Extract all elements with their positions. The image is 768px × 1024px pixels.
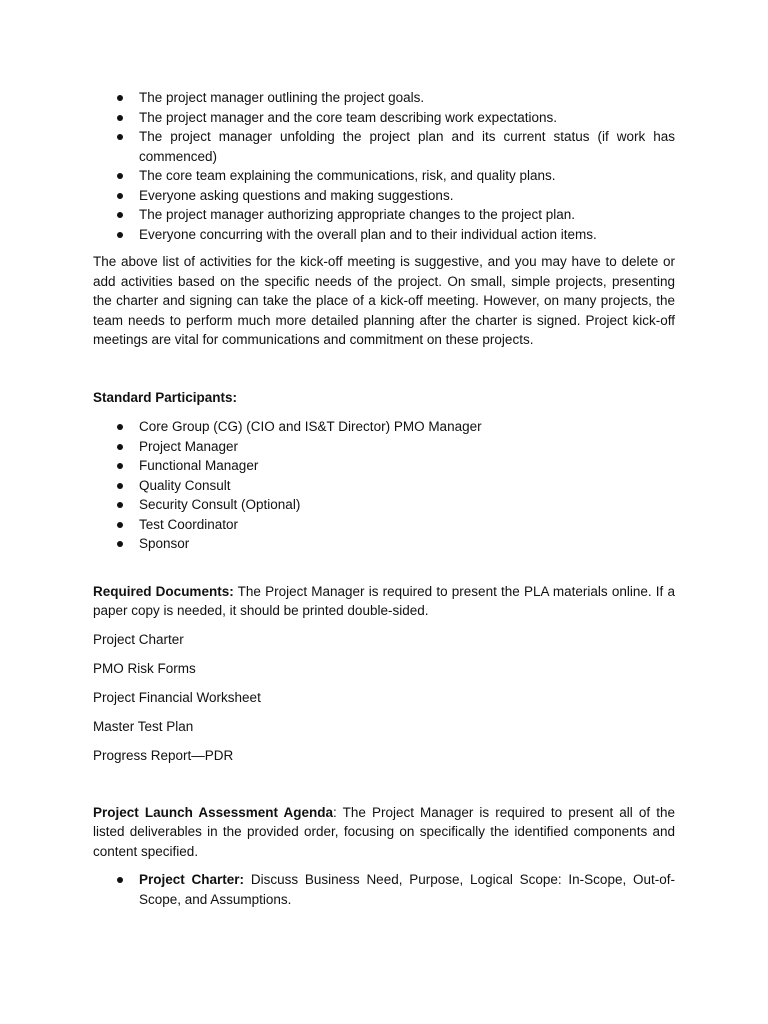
list-item: Quality Consult — [93, 476, 675, 496]
document-item: Project Financial Worksheet — [93, 689, 261, 705]
list-item — [93, 870, 675, 909]
required-documents-label: Required Documents: — [93, 583, 234, 599]
required-documents-text: The Project Manager is required to present the PLA materials online. If a paper copy is needed, it should be printed double-sided. — [93, 583, 675, 618]
participants-heading: Standard Participants: — [93, 389, 238, 405]
document-item: Master Test Plan — [93, 718, 194, 734]
list-item: Project Manager — [93, 437, 675, 457]
list-item: The core team explaining the communications, risk, and quality plans. — [93, 166, 675, 186]
list-item: Security Consult (Optional) — [93, 495, 675, 515]
agenda-text: : The Project Manager is required to present all of the listed deliverables in the provided order, focusing on specifically the identified components and content specified. — [93, 804, 675, 859]
list-item: Functional Manager — [93, 456, 675, 476]
documents-list — [93, 630, 675, 775]
document-item: PMO Risk Forms — [93, 660, 196, 676]
agenda-item-text: Discuss Business Need, Purpose, Logical Scope: In-Scope, Out-of-Scope, and Assumptions. — [139, 872, 675, 907]
agenda-list — [93, 870, 675, 909]
list-item: Everyone concurring with the overall plan and to their individual action items. — [93, 225, 675, 245]
list-item: The project manager authorizing appropriate changes to the project plan. — [93, 205, 675, 225]
list-item: The project manager and the core team describing work expectations. — [93, 108, 675, 128]
document-item: Project Charter — [93, 631, 184, 647]
agenda-label: Project Launch Assessment Agenda — [93, 804, 334, 820]
required-documents-paragraph — [93, 582, 675, 621]
list-item: Everyone asking questions and making suggestions. — [93, 186, 675, 206]
list-item: The project manager unfolding the project plan and its current status (if work has commenced) — [93, 127, 675, 166]
list-item: The project manager outlining the project goals. — [93, 88, 675, 108]
document-page — [93, 88, 675, 909]
list-item: Test Coordinator — [93, 515, 675, 535]
kickoff-activities-list — [93, 88, 675, 244]
agenda-paragraph — [93, 803, 675, 862]
agenda-item-label: Project Charter: — [139, 872, 245, 887]
kickoff-paragraph: The above list of activities for the kick-off meeting is suggestive, and you may have to delete or add activities based on the specific needs of the project. On small, simple projects, presenting the charter and signing can take the place of a kick-off meeting. However, on many projects, the team needs to perform much more detailed planning after the charter is signed. Project kick-off meetings are vital for communications and commitment on these projects. — [93, 254, 675, 347]
list-item: Core Group (CG) (CIO and IS&T Director) PMO Manager — [93, 417, 675, 437]
document-item: Progress Report—PDR — [93, 747, 234, 763]
list-item: Sponsor — [93, 534, 675, 554]
participants-list — [93, 417, 675, 554]
